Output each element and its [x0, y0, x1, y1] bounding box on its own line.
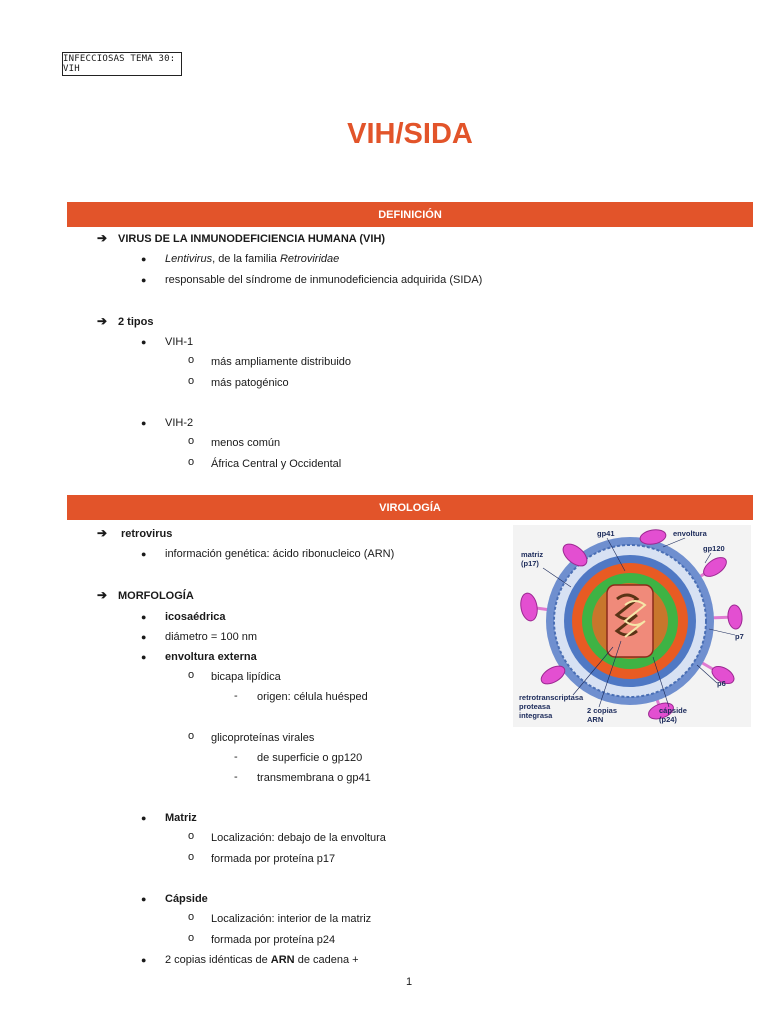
- vih2-detail-a: menos común: [211, 437, 281, 449]
- arn-item: [165, 953, 359, 967]
- matriz-item: Matriz: [165, 812, 197, 824]
- vih1-detail-b: más patogénico: [211, 377, 289, 389]
- info-genetica-item: información genética: ácido ribonucleico (ARN): [165, 548, 395, 560]
- section-header-definicion: DEFINICIÓN: [67, 202, 753, 227]
- bicapa-item: bicapa lipídica: [211, 671, 281, 683]
- bullet-icon: ●: [141, 612, 147, 622]
- arrow-icon: ➔: [97, 588, 108, 602]
- label-p17: (p17): [521, 559, 539, 568]
- label-p24: (p24): [659, 715, 677, 724]
- capside-localizacion: Localización: interior de la matriz: [211, 913, 372, 925]
- retrovirus-heading: retrovirus: [121, 528, 173, 540]
- matriz-proteina: formada por proteína p17: [211, 853, 336, 865]
- origen-item: origen: célula huésped: [257, 691, 368, 703]
- circle-bullet-icon: o: [188, 354, 195, 366]
- transmembrana-item: transmembrana o gp41: [257, 772, 371, 784]
- page-number: 1: [405, 976, 413, 988]
- circle-bullet-icon: o: [188, 375, 195, 387]
- capside-item: Cápside: [165, 893, 208, 905]
- capside-proteina: formada por proteína p24: [211, 934, 336, 946]
- section-header-virologia: VIROLOGÍA: [67, 495, 753, 520]
- hiv-virion-diagram: [513, 525, 751, 727]
- label-p7: p7: [735, 632, 744, 641]
- lentivirus-mid: , de la familia: [212, 253, 280, 265]
- bullet-icon: ●: [141, 813, 147, 823]
- circle-bullet-icon: o: [188, 435, 195, 447]
- bullet-icon: ●: [141, 632, 147, 642]
- label-proteasa: proteasa: [519, 702, 551, 711]
- page-title: VIH/SIDA: [347, 118, 473, 150]
- vih1-detail-a: más ampliamente distribuido: [211, 356, 352, 368]
- arn-bold: ARN: [270, 954, 295, 966]
- virus-heading: VIRUS DE LA INMUNODEFICIENCIA HUMANA (VIH): [118, 233, 386, 245]
- dash-bullet-icon: -: [234, 690, 238, 702]
- label-arn: ARN: [587, 715, 604, 724]
- arrow-icon: ➔: [97, 526, 108, 540]
- responsable-item: responsable del síndrome de inmunodeficiencia adquirida (SIDA): [165, 274, 483, 286]
- diametro-item: diámetro = 100 nm: [165, 631, 258, 643]
- envoltura-item: envoltura externa: [165, 651, 257, 663]
- bullet-icon: ●: [141, 418, 147, 428]
- arrow-icon: ➔: [97, 314, 108, 328]
- arrow-icon: ➔: [97, 231, 108, 245]
- matriz-localizacion: Localización: debajo de la envoltura: [211, 832, 386, 844]
- morfologia-heading: MORFOLOGÍA: [118, 590, 194, 602]
- circle-bullet-icon: o: [188, 911, 195, 923]
- vih2-item: VIH-2: [165, 417, 194, 429]
- circle-bullet-icon: o: [188, 851, 195, 863]
- circle-bullet-icon: o: [188, 456, 195, 468]
- glicoproteinas-item: glicoproteínas virales: [211, 732, 315, 744]
- circle-bullet-icon: o: [188, 830, 195, 842]
- dash-bullet-icon: -: [234, 771, 238, 783]
- bullet-icon: ●: [141, 549, 147, 559]
- arn-prefix: 2 copias idénticas de: [165, 954, 271, 966]
- icosaedrica-item: icosaédrica: [165, 611, 226, 623]
- arn-suffix: de cadena +: [294, 954, 359, 966]
- vih1-item: VIH-1: [165, 336, 194, 348]
- label-p6: p6: [717, 679, 726, 688]
- label-retrotranscriptasa: retrotranscriptasa: [519, 693, 584, 702]
- label-capside: cápside: [659, 706, 687, 715]
- bullet-icon: ●: [141, 254, 147, 264]
- bullet-icon: ●: [141, 337, 147, 347]
- tipos-heading: 2 tipos: [118, 316, 154, 328]
- vih2-detail-b: África Central y Occidental: [211, 458, 342, 470]
- label-matriz: matriz: [521, 550, 544, 559]
- label-gp120: gp120: [703, 544, 725, 553]
- dash-bullet-icon: -: [234, 751, 238, 763]
- bullet-icon: ●: [141, 894, 147, 904]
- circle-bullet-icon: o: [188, 932, 195, 944]
- circle-bullet-icon: o: [188, 669, 195, 681]
- bullet-icon: ●: [141, 955, 147, 965]
- bullet-icon: ●: [141, 275, 147, 285]
- bullet-icon: ●: [141, 652, 147, 662]
- lentivirus-item: [165, 252, 339, 266]
- label-integrasa: integrasa: [519, 711, 553, 720]
- label-envoltura: envoltura: [673, 529, 707, 538]
- lentivirus-genus: Lentivirus: [165, 253, 213, 265]
- circle-bullet-icon: o: [188, 730, 195, 742]
- superficie-item: de superficie o gp120: [257, 752, 363, 764]
- label-gp41: gp41: [597, 529, 615, 538]
- lentivirus-family: Retroviridae: [279, 253, 340, 265]
- topic-tag: INFECCIOSAS TEMA 30: VIH: [62, 52, 182, 76]
- label-2-copias: 2 copias: [587, 706, 618, 715]
